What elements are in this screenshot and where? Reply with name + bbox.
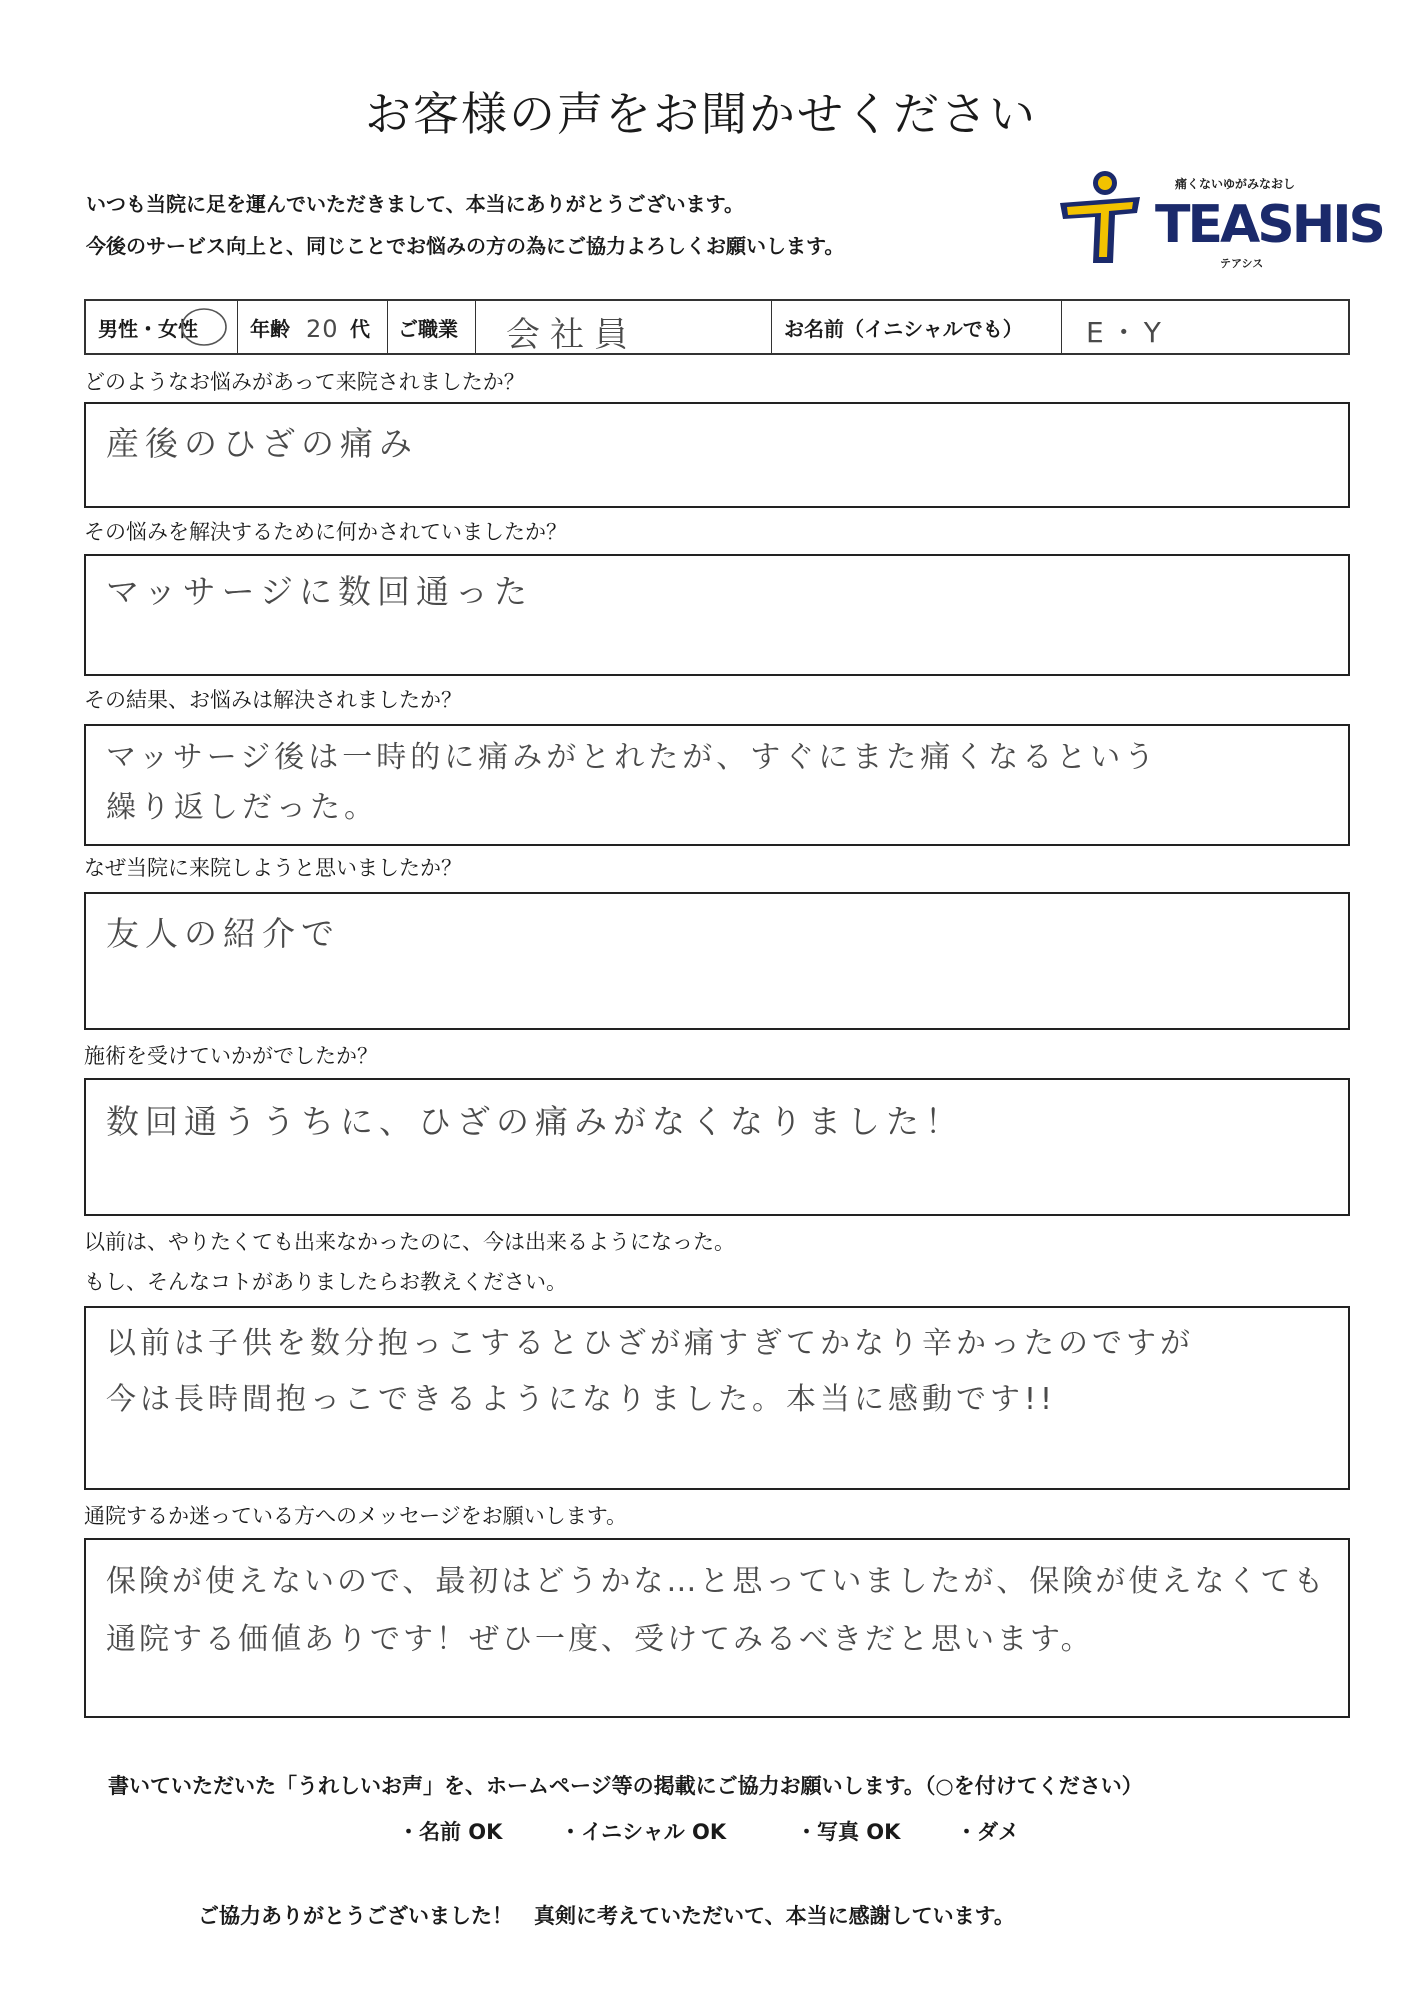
name-label: お名前（イニシャルでも） <box>784 317 1023 341</box>
answer-7-line-1: 保険が使えないので、最初はどうかな…と思っていましたが、保険が使えなくても <box>106 1564 1327 1599</box>
age-cell[interactable] <box>238 301 388 353</box>
option-name-ok[interactable]: ・名前 OK <box>398 1820 503 1844</box>
question-6-line-1: 以前は、やりたくても出来なかったのに、今は出来るようになった。 <box>84 1230 735 1254</box>
answer-4-line-1: 友人の紹介で <box>106 914 340 953</box>
answer-2-line-1: マッサージに数回通った <box>106 572 534 611</box>
answer-box-1[interactable] <box>84 402 1350 508</box>
answer-5-line-1: 数回通ううちに、ひざの痛みがなくなりました！ <box>106 1102 964 1141</box>
job-label: ご職業 <box>398 317 458 341</box>
intro-line-1: いつも当院に足を運んでいただきまして、本当にありがとうございます。 <box>86 192 744 216</box>
name-value: E・Y <box>1086 316 1167 349</box>
answer-box-4[interactable] <box>84 892 1350 1030</box>
question-1: どのようなお悩みがあって来院されましたか？ <box>84 370 525 394</box>
job-label-cell <box>388 301 476 353</box>
page-title: お客様の声をお聞かせください <box>365 87 1037 141</box>
question-4: なぜ当院に来院しようと思いましたか？ <box>84 856 462 880</box>
thanks-text: ご協力ありがとうございました！ 真剣に考えていただいて、本当に感謝しています。 <box>198 1904 1015 1928</box>
name-cell[interactable] <box>1062 301 1348 353</box>
answer-6-line-1: 以前は子供を数分抱っこするとひざが痛すぎてかなり辛かったのですが <box>106 1326 1194 1361</box>
age-suffix: 代 <box>350 317 370 341</box>
answer-box-5[interactable] <box>84 1078 1350 1216</box>
answer-3-line-1: マッサージ後は一時的に痛みがとれたが、すぐにまた痛くなるという <box>106 740 1159 775</box>
logo-wordmark: TEASHIS <box>1155 195 1384 255</box>
name-label-cell <box>772 301 1062 353</box>
teashis-logo <box>1055 165 1384 275</box>
option-photo-ok[interactable]: ・写真 OK <box>796 1820 901 1844</box>
question-2: その悩みを解決するために何かされていましたか？ <box>84 520 567 544</box>
question-5: 施術を受けていかがでしたか？ <box>84 1044 378 1068</box>
question-7: 通院するか迷っている方へのメッセージをお願いします。 <box>84 1504 628 1528</box>
question-3: その結果、お悩みは解決されましたか？ <box>84 688 462 712</box>
answer-box-6[interactable] <box>84 1306 1350 1490</box>
answer-box-2[interactable] <box>84 554 1350 676</box>
job-value: 会社員 <box>506 315 638 355</box>
job-cell[interactable] <box>476 301 772 353</box>
consent-text: 書いていただいた「うれしいお声」を、ホームページ等の掲載にご協力お願いします。（○を付けてください） <box>108 1774 1143 1798</box>
age-label: 年齢 <box>250 317 290 341</box>
gender-circle-mark <box>178 304 230 350</box>
option-initial-ok[interactable]: ・イニシャル OK <box>560 1820 727 1844</box>
answer-box-7[interactable] <box>84 1538 1350 1718</box>
age-value: 20 <box>306 315 339 343</box>
figure-icon <box>1055 165 1145 265</box>
gender-cell[interactable] <box>86 301 238 353</box>
logo-kana: テアシス <box>1220 257 1264 270</box>
answer-7-line-2: 通院する価値ありです！ぜひ一度、受けてみるべきだと思います。 <box>106 1622 1094 1657</box>
profile-table <box>84 299 1350 355</box>
logo-tagline: 痛くないゆがみなおし <box>1175 177 1296 191</box>
question-6-line-2: もし、そんなコトがありましたらお教えください。 <box>84 1270 567 1294</box>
answer-6-line-2: 今は長時間抱っこできるようになりました。本当に感動です!! <box>106 1382 1057 1417</box>
gender-label: 男性・女性 <box>98 317 198 341</box>
intro-line-2: 今後のサービス向上と、同じことでお悩みの方の為にご協力よろしくお願いします。 <box>86 234 845 258</box>
answer-3-line-2: 繰り返しだった。 <box>106 790 378 825</box>
answer-1-line-1: 産後のひざの痛み <box>106 424 418 463</box>
option-no[interactable]: ・ダメ <box>956 1820 1019 1844</box>
answer-box-3[interactable] <box>84 724 1350 846</box>
